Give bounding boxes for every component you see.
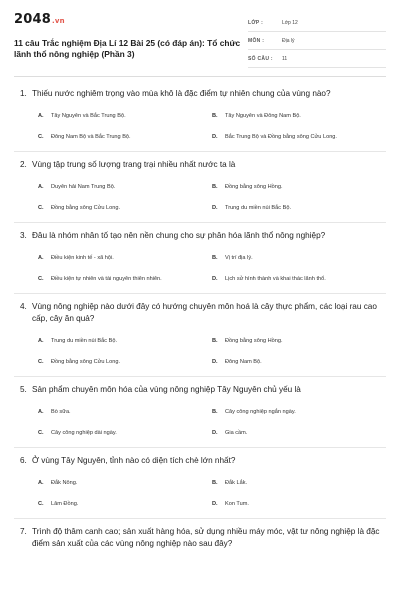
answer-options [14, 472, 386, 514]
option-letter: A. [38, 112, 44, 119]
option-text: Vị trí địa lý. [225, 254, 253, 261]
answer-options [14, 105, 386, 147]
option-a[interactable] [38, 401, 212, 422]
option-text: Trung du miền núi Bắc Bộ. [225, 204, 292, 211]
question-number: 4. [20, 302, 27, 311]
question-2 [14, 152, 386, 223]
option-text: Tây Nguyên và Đông Nam Bộ. [225, 112, 301, 119]
option-text: Điều kiện tự nhiên và tài nguyên thiên nhiên. [51, 275, 162, 282]
meta-label: SỐ CÂU : [248, 55, 273, 62]
option-text: Đắk Nông. [51, 479, 78, 486]
option-text: Đông Nam Bộ và Bắc Trung Bộ. [51, 133, 131, 140]
option-letter: B. [212, 337, 218, 344]
meta-label: LỚP : [248, 19, 264, 26]
question-5 [14, 377, 386, 448]
option-text: Kon Tum. [225, 500, 249, 507]
question-number: 6. [20, 456, 27, 465]
option-a[interactable] [38, 105, 212, 126]
question-header [14, 301, 386, 325]
option-letter: D. [212, 429, 218, 436]
question-text: Đâu là nhóm nhân tố tạo nên nền chung cho sự phân hóa lãnh thổ nông nghiệp? [32, 231, 326, 240]
question-header [14, 384, 386, 396]
question-text: Ở vùng Tây Nguyên, tỉnh nào có diện tích chè lớn nhất? [32, 456, 236, 465]
answer-options [14, 401, 386, 443]
option-letter: B. [212, 183, 218, 190]
option-b[interactable] [212, 105, 386, 126]
option-d[interactable] [212, 126, 386, 147]
meta-row-count [248, 50, 386, 68]
option-letter: D. [212, 500, 218, 507]
answer-options [14, 247, 386, 289]
option-letter: D. [212, 275, 218, 282]
question-header [14, 455, 386, 467]
option-b[interactable] [212, 176, 386, 197]
meta-label: MÔN : [248, 37, 265, 44]
page-header [14, 12, 386, 77]
option-b[interactable] [212, 247, 386, 268]
question-6 [14, 448, 386, 519]
option-text: Tây Nguyên và Bắc Trung Bộ. [51, 112, 126, 119]
option-letter: C. [38, 275, 44, 282]
option-letter: C. [38, 429, 44, 436]
answer-options [14, 330, 386, 372]
option-letter: C. [38, 500, 44, 507]
question-1 [14, 81, 386, 152]
option-text: Đắk Lắk. [225, 479, 248, 486]
option-text: Gia cầm. [225, 429, 248, 436]
option-text: Bắc Trung Bộ và Đồng bằng sông Cửu Long. [225, 133, 337, 140]
option-text: Lâm Đồng. [51, 500, 79, 507]
option-letter: C. [38, 133, 44, 140]
meta-value: Lớp 12 [282, 19, 298, 26]
page-title: 11 câu Trắc nghiệm Địa Lí 12 Bài 25 (có đáp án): Tổ chức lãnh thổ nông nghiệp (Phần 3) [14, 38, 241, 59]
question-3 [14, 223, 386, 294]
option-c[interactable] [38, 197, 212, 218]
question-text: Vùng nông nghiệp nào dưới đây có hướng chuyên môn hoá là cây thực phẩm, các loại rau cao cấp, cây ăn quả? [32, 302, 377, 323]
question-text: Trình độ thâm canh cao; sản xuất hàng hóa, sử dụng nhiều máy móc, vật tư nông nghiệp là đặc điểm sản xuất của các vùng nông nghiệp nào sau đây? [32, 527, 380, 548]
meta-box [248, 12, 386, 68]
option-b[interactable] [212, 330, 386, 351]
option-letter: A. [38, 479, 44, 486]
question-number: 7. [20, 527, 27, 536]
question-number: 5. [20, 385, 27, 394]
question-header [14, 230, 386, 242]
option-c[interactable] [38, 126, 212, 147]
option-b[interactable] [212, 401, 386, 422]
option-d[interactable] [212, 493, 386, 514]
logo-number: 2048 [14, 12, 51, 27]
option-letter: B. [212, 112, 218, 119]
option-letter: B. [212, 479, 218, 486]
option-c[interactable] [38, 268, 212, 289]
option-text: Đồng bằng sông Cửu Long. [51, 204, 121, 211]
option-letter: D. [212, 133, 218, 140]
question-number: 2. [20, 160, 27, 169]
option-d[interactable] [212, 351, 386, 372]
option-text: Đồng bằng sông Hồng. [225, 337, 283, 344]
option-d[interactable] [212, 422, 386, 443]
question-header [14, 88, 386, 100]
option-text: Điều kiện kinh tế - xã hội. [51, 254, 114, 261]
option-d[interactable] [212, 268, 386, 289]
question-text: Sản phẩm chuyên môn hóa của vùng nông nghiệp Tây Nguyên chủ yếu là [32, 385, 301, 394]
question-number: 3. [20, 231, 27, 240]
option-letter: A. [38, 254, 44, 261]
question-number: 1. [20, 89, 27, 98]
option-letter: D. [212, 358, 218, 365]
option-text: Bò sữa. [51, 408, 71, 415]
option-text: Đồng bằng sông Hồng. [225, 183, 283, 190]
option-letter: A. [38, 408, 44, 415]
option-letter: B. [212, 408, 218, 415]
header-left [14, 12, 244, 68]
option-text: Đông Nam Bộ. [225, 358, 262, 365]
question-7 [14, 519, 386, 554]
option-text: Trung du miền núi Bắc Bộ. [51, 337, 118, 344]
option-letter: C. [38, 358, 44, 365]
meta-row-class [248, 14, 386, 32]
meta-row-subject [248, 32, 386, 50]
option-c[interactable] [38, 422, 212, 443]
option-c[interactable] [38, 351, 212, 372]
option-letter: B. [212, 254, 218, 261]
option-text: Đồng bằng sông Cửu Long. [51, 358, 121, 365]
question-4 [14, 294, 386, 377]
option-c[interactable] [38, 493, 212, 514]
logo-suffix: .vn [51, 17, 65, 25]
option-text: Cây công nghiệp ngắn ngày. [225, 408, 296, 415]
option-letter: C. [38, 204, 44, 211]
option-text: Cây công nghiệp dài ngày. [51, 429, 117, 436]
meta-value: 11 [282, 55, 288, 62]
option-d[interactable] [212, 197, 386, 218]
option-letter: D. [212, 204, 218, 211]
option-a[interactable] [38, 176, 212, 197]
option-a[interactable] [38, 247, 212, 268]
option-letter: A. [38, 183, 44, 190]
question-list [14, 77, 386, 554]
site-logo[interactable] [14, 12, 244, 30]
question-header [14, 526, 386, 550]
option-b[interactable] [212, 472, 386, 493]
question-text: Vùng tập trung số lượng trang trại nhiều nhất nước ta là [32, 160, 236, 169]
option-a[interactable] [38, 330, 212, 351]
option-text: Duyên hải Nam Trung Bộ. [51, 183, 116, 190]
option-a[interactable] [38, 472, 212, 493]
option-text: Lịch sử hình thành và khai thác lãnh thổ. [225, 275, 326, 282]
question-text: Thiếu nước nghiêm trọng vào mùa khô là đặc điểm tự nhiên chung của vùng nào? [32, 89, 331, 98]
meta-value: Địa lý [282, 37, 295, 44]
answer-options [14, 176, 386, 218]
option-letter: A. [38, 337, 44, 344]
question-header [14, 159, 386, 171]
